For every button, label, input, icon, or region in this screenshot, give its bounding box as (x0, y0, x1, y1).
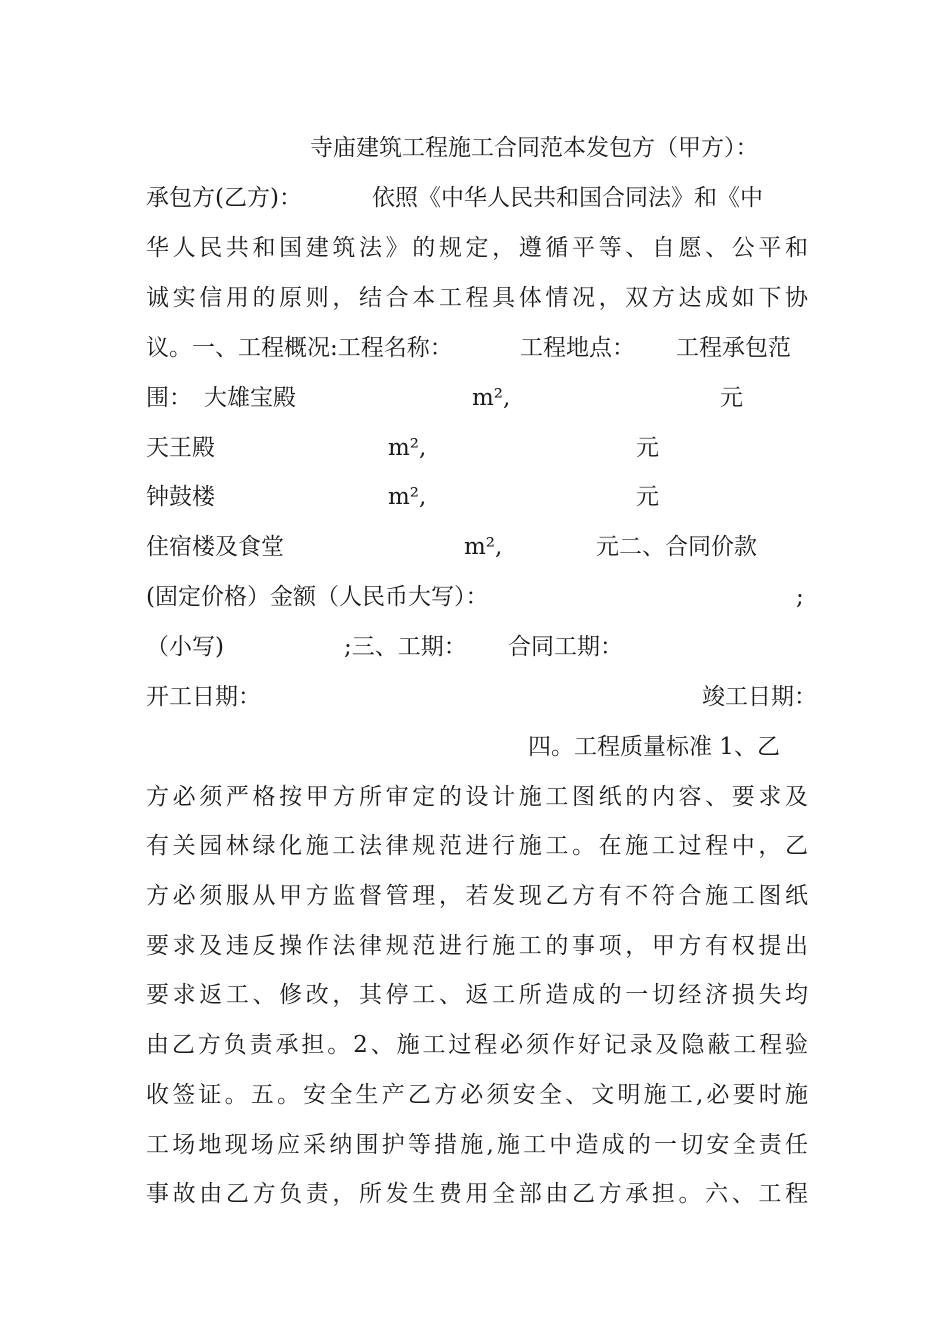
text-line-6 (146, 382, 808, 414)
text-segment: 寺庙建筑工程施工合同范本发包方（甲方）： (310, 135, 759, 161)
text-segment: 合同工期： (508, 634, 623, 660)
text-segment: 工程承包范 (676, 335, 791, 361)
text-segment: 工程地点： (520, 335, 635, 361)
text-segment: 住宿楼及食堂 (146, 534, 284, 560)
text-line-5 (146, 332, 808, 364)
text-line-22: 事故由乙方负责，所发生费用全部由乙方承担。六、工程 (146, 1181, 808, 1207)
text-line-15: 有关园林绿化施工法律规范进行施工。在施工过程中，乙 (146, 833, 808, 859)
text-line-13 (146, 731, 808, 763)
text-segment: 四。工程质量标准 1、乙 (528, 734, 780, 760)
text-segment: (固定价格）金额（人民币大写）： (146, 584, 489, 610)
text-line-18: 要求返工、修改，其停工、返工所造成的一切经济损失均 (146, 982, 808, 1008)
text-segment: 元 (636, 435, 659, 461)
text-segment: 元二、合同价款 (596, 534, 757, 560)
text-line-14: 方必须严格按甲方所审定的设计施工图纸的内容、要求及 (146, 784, 808, 810)
text-segment: 承包方(乙方)： (146, 185, 302, 211)
text-line-4: 诚实信用的原则，结合本工程具体情况，双方达成如下协 (146, 285, 808, 311)
text-segment: m², (388, 435, 427, 461)
text-segment: 大雄宝殿 (204, 385, 296, 411)
text-segment: 元 (636, 484, 659, 510)
text-segment: （小写) (146, 634, 224, 660)
text-segment: 开工日期： (146, 684, 261, 710)
text-segment: 天王殿 (146, 435, 215, 461)
text-line-17: 要求及违反操作法律规范进行施工的事项，甲方有权提出 (146, 933, 808, 959)
text-segment: ; (796, 584, 804, 610)
text-line-7 (146, 432, 808, 464)
text-segment: 议。一、工程概况:工程名称： (146, 335, 453, 361)
text-segment: m², (464, 534, 503, 560)
text-line-11 (146, 631, 808, 663)
text-line-20: 收签证。五。安全生产乙方必须安全、文明施工,必要时施 (146, 1082, 808, 1108)
text-segment: ;三、工期： (344, 634, 467, 660)
text-segment: m², (472, 385, 511, 411)
text-line-19: 由乙方负责承担。2、施工过程必须作好记录及隐蔽工程验 (146, 1032, 808, 1058)
text-segment: 依照《中华人民共和国合同法》和《中 (372, 185, 763, 211)
text-line-12 (146, 681, 817, 713)
text-line-10 (146, 581, 808, 613)
text-line-8 (146, 481, 808, 513)
text-line-2 (146, 182, 808, 214)
text-segment: 元 (720, 385, 743, 411)
text-segment: 钟鼓楼 (146, 484, 215, 510)
text-line-9 (146, 531, 808, 563)
text-line-3: 华人民共和国建筑法》的规定，遵循平等、自愿、公平和 (146, 235, 808, 261)
text-segment: 竣工日期： (702, 684, 817, 710)
text-segment: m², (388, 484, 427, 510)
text-line-16: 方必须服从甲方监督管理，若发现乙方有不符合施工图纸 (146, 883, 808, 909)
text-line-21: 工场地现场应采纳围护等措施,施工中造成的一切安全责任 (146, 1132, 808, 1158)
text-segment: 围： (146, 385, 192, 411)
text-line-1 (146, 132, 808, 164)
